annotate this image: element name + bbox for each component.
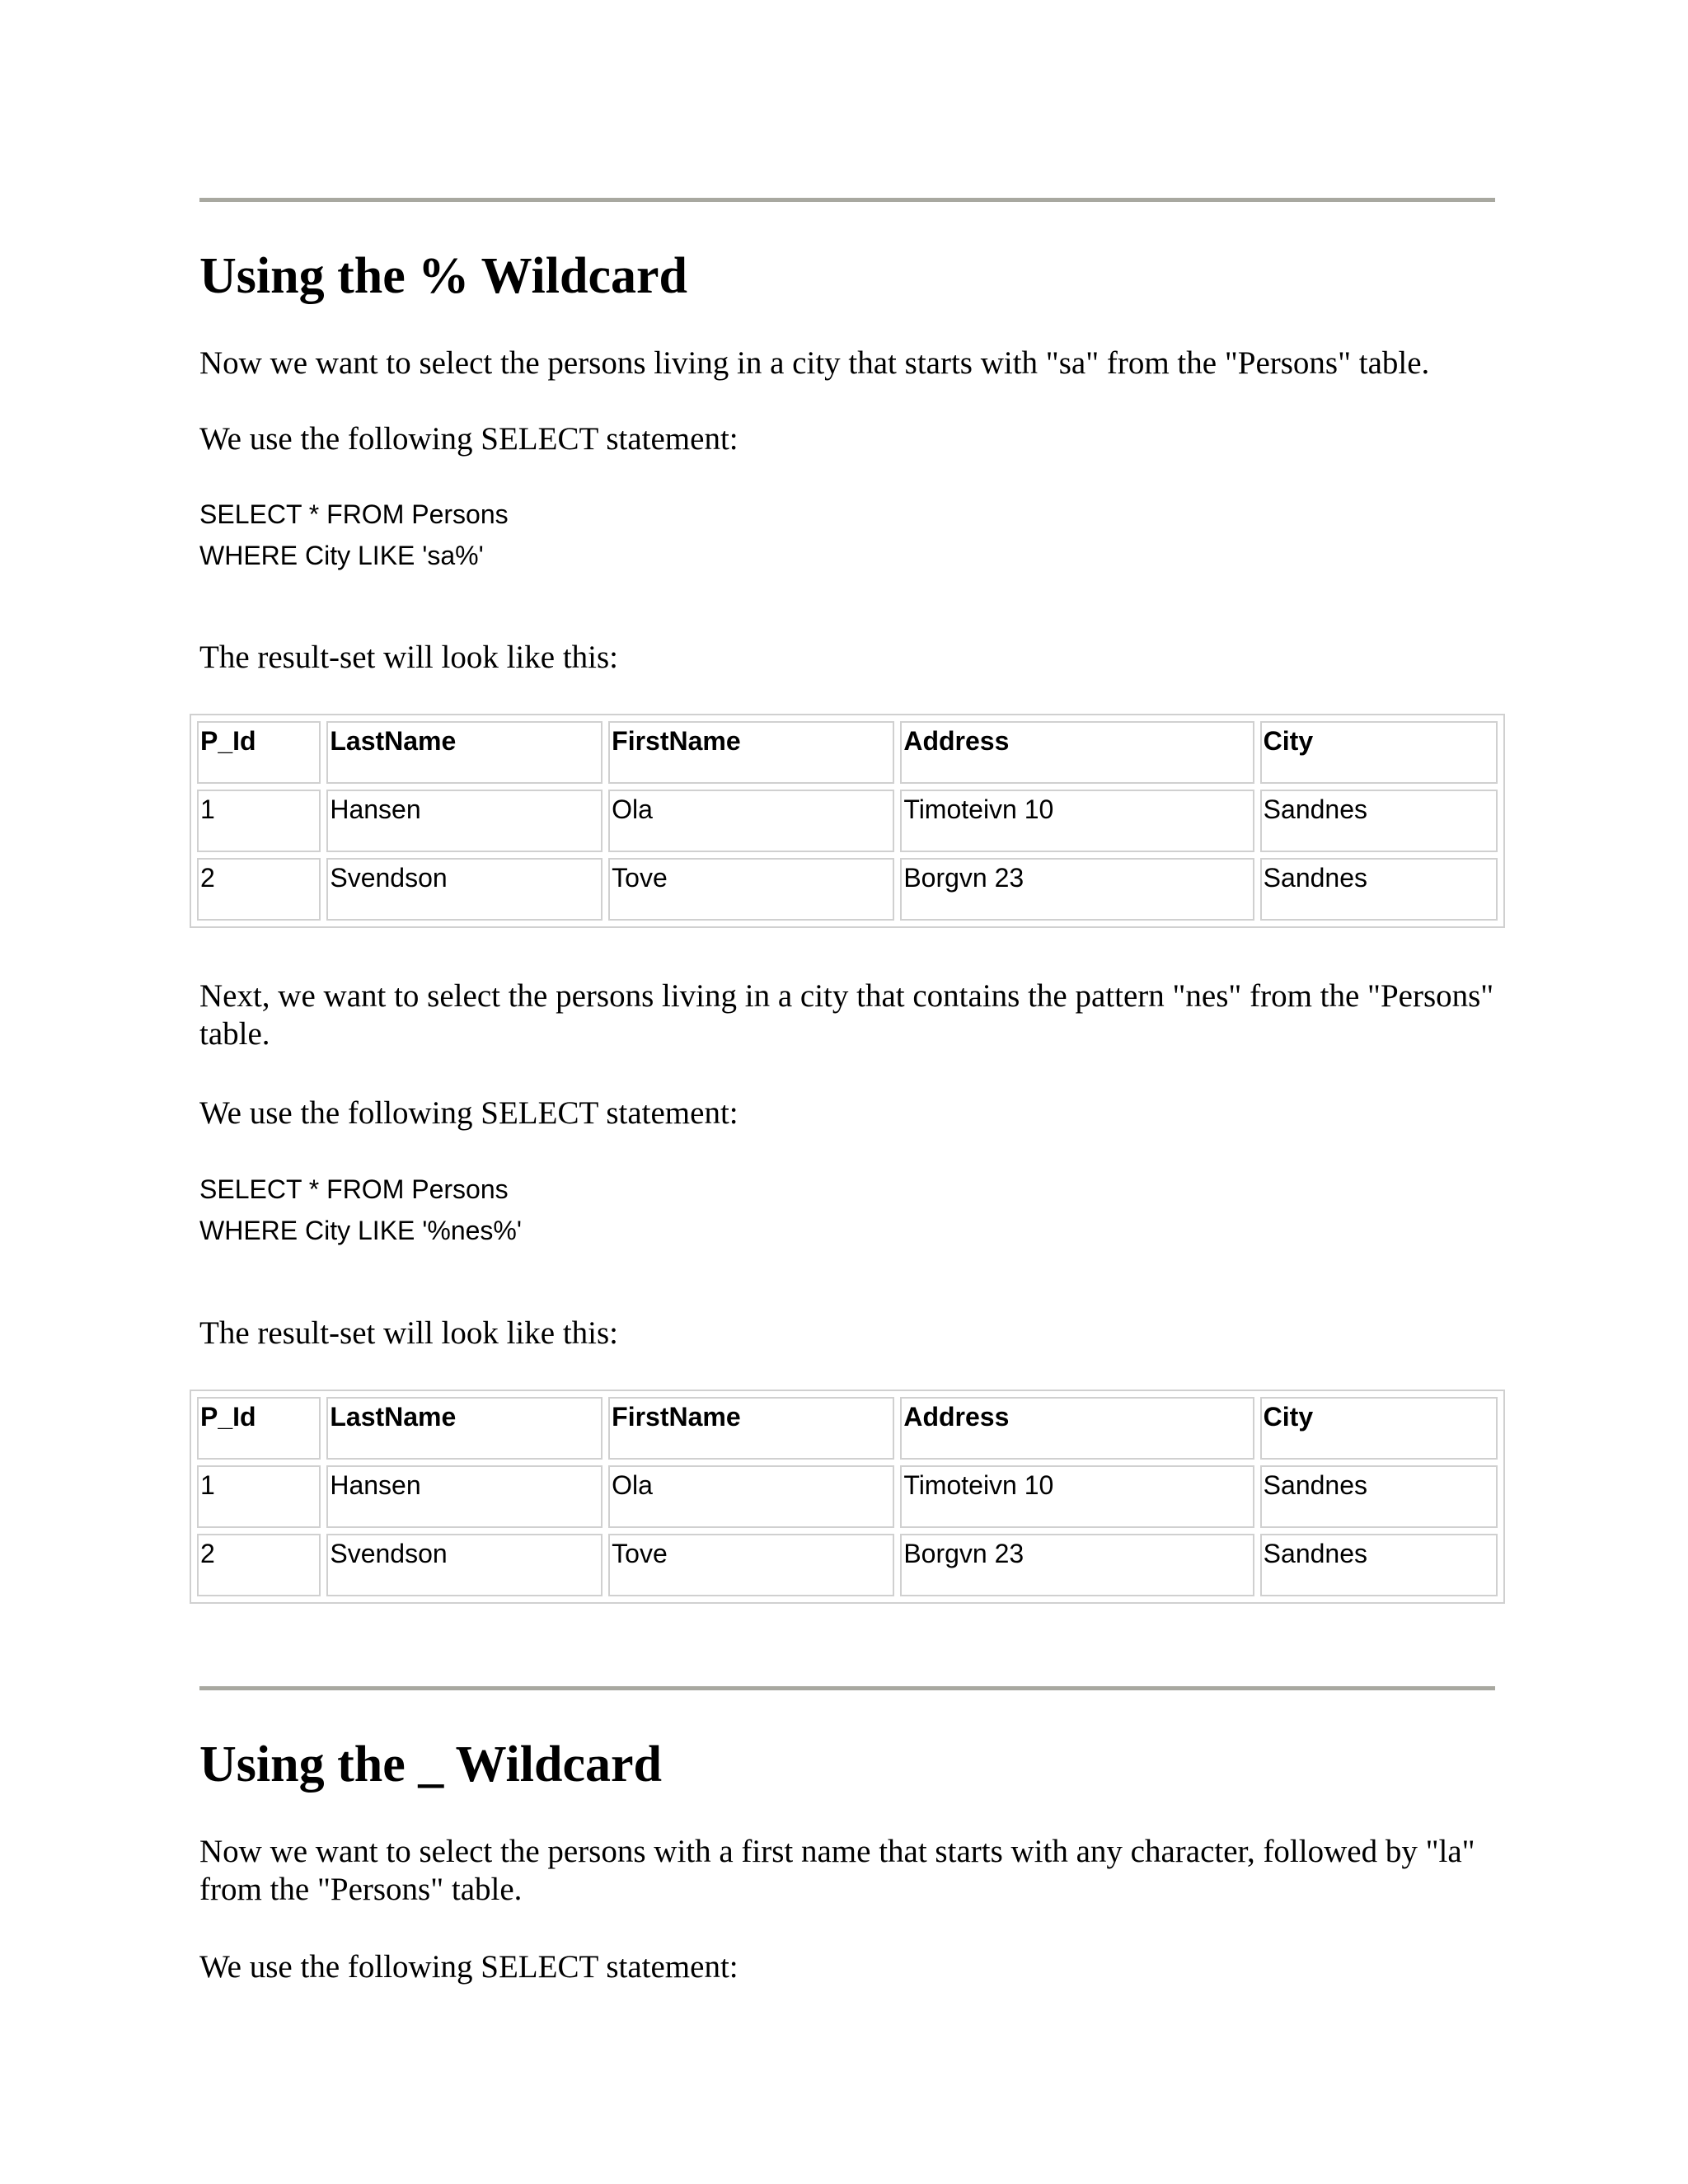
table-cell: 2 <box>197 858 321 921</box>
column-header: P_Id <box>197 1397 321 1460</box>
table-cell: Hansen <box>326 1465 603 1528</box>
table-cell: Ola <box>608 1465 894 1528</box>
table-cell: Sandnes <box>1260 790 1498 852</box>
column-header: LastName <box>326 721 603 784</box>
column-header: City <box>1260 721 1498 784</box>
table-cell: Tove <box>608 1534 894 1596</box>
table-cell: 2 <box>197 1534 321 1596</box>
table-cell: Svendson <box>326 858 603 921</box>
sql-code-line: SELECT * FROM Persons <box>199 499 509 529</box>
column-header: City <box>1260 1397 1498 1460</box>
paragraph-select-statement: We use the following SELECT statement: <box>199 421 738 457</box>
section-divider <box>199 1686 1495 1690</box>
table-cell: Hansen <box>326 790 603 852</box>
result-table-2 <box>190 1390 1505 1604</box>
table-header-row <box>197 721 1498 784</box>
paragraph-intro: Now we want to select the persons with a first name that starts with any character, followed by "la" from the "Persons" table. <box>199 1834 1475 1907</box>
table-row <box>197 1465 1498 1528</box>
paragraph-result-set: The result-set will look like this: <box>199 640 619 675</box>
paragraph-select-statement: We use the following SELECT statement: <box>199 1095 738 1131</box>
table-row <box>197 790 1498 852</box>
table-cell: Borgvn 23 <box>900 1534 1254 1596</box>
top-divider <box>199 198 1495 202</box>
table-cell: Sandnes <box>1260 858 1498 921</box>
column-header: P_Id <box>197 721 321 784</box>
column-header: FirstName <box>608 1397 894 1460</box>
table-cell: Sandnes <box>1260 1465 1498 1528</box>
table-cell: Sandnes <box>1260 1534 1498 1596</box>
paragraph-result-set: The result-set will look like this: <box>199 1315 619 1351</box>
column-header: LastName <box>326 1397 603 1460</box>
sql-code-line: WHERE City LIKE '%nes%' <box>199 1216 522 1245</box>
result-table-1 <box>190 714 1505 928</box>
section-heading-underscore-wildcard: Using the _ Wildcard <box>199 1736 662 1793</box>
table-cell: Borgvn 23 <box>900 858 1254 921</box>
table-cell: 1 <box>197 790 321 852</box>
paragraph-next: Next, we want to select the persons living in a city that contains the pattern "nes" from the "Persons" table. <box>199 978 1494 1052</box>
paragraph-intro: Now we want to select the persons living in a city that starts with "sa" from the "Persons" table. <box>199 345 1430 381</box>
sql-code-line: WHERE City LIKE 'sa%' <box>199 541 484 570</box>
column-header: Address <box>900 1397 1254 1460</box>
column-header: FirstName <box>608 721 894 784</box>
section-heading-percent-wildcard: Using the % Wildcard <box>199 248 687 304</box>
paragraph-select-statement: We use the following SELECT statement: <box>199 1949 738 1985</box>
table-cell: 1 <box>197 1465 321 1528</box>
table-cell: Ola <box>608 790 894 852</box>
table-cell: Tove <box>608 858 894 921</box>
sql-code-line: SELECT * FROM Persons <box>199 1174 509 1204</box>
table-row <box>197 1534 1498 1596</box>
table-row <box>197 858 1498 921</box>
table-header-row <box>197 1397 1498 1460</box>
table-cell: Svendson <box>326 1534 603 1596</box>
table-cell: Timoteivn 10 <box>900 790 1254 852</box>
table-cell: Timoteivn 10 <box>900 1465 1254 1528</box>
column-header: Address <box>900 721 1254 784</box>
